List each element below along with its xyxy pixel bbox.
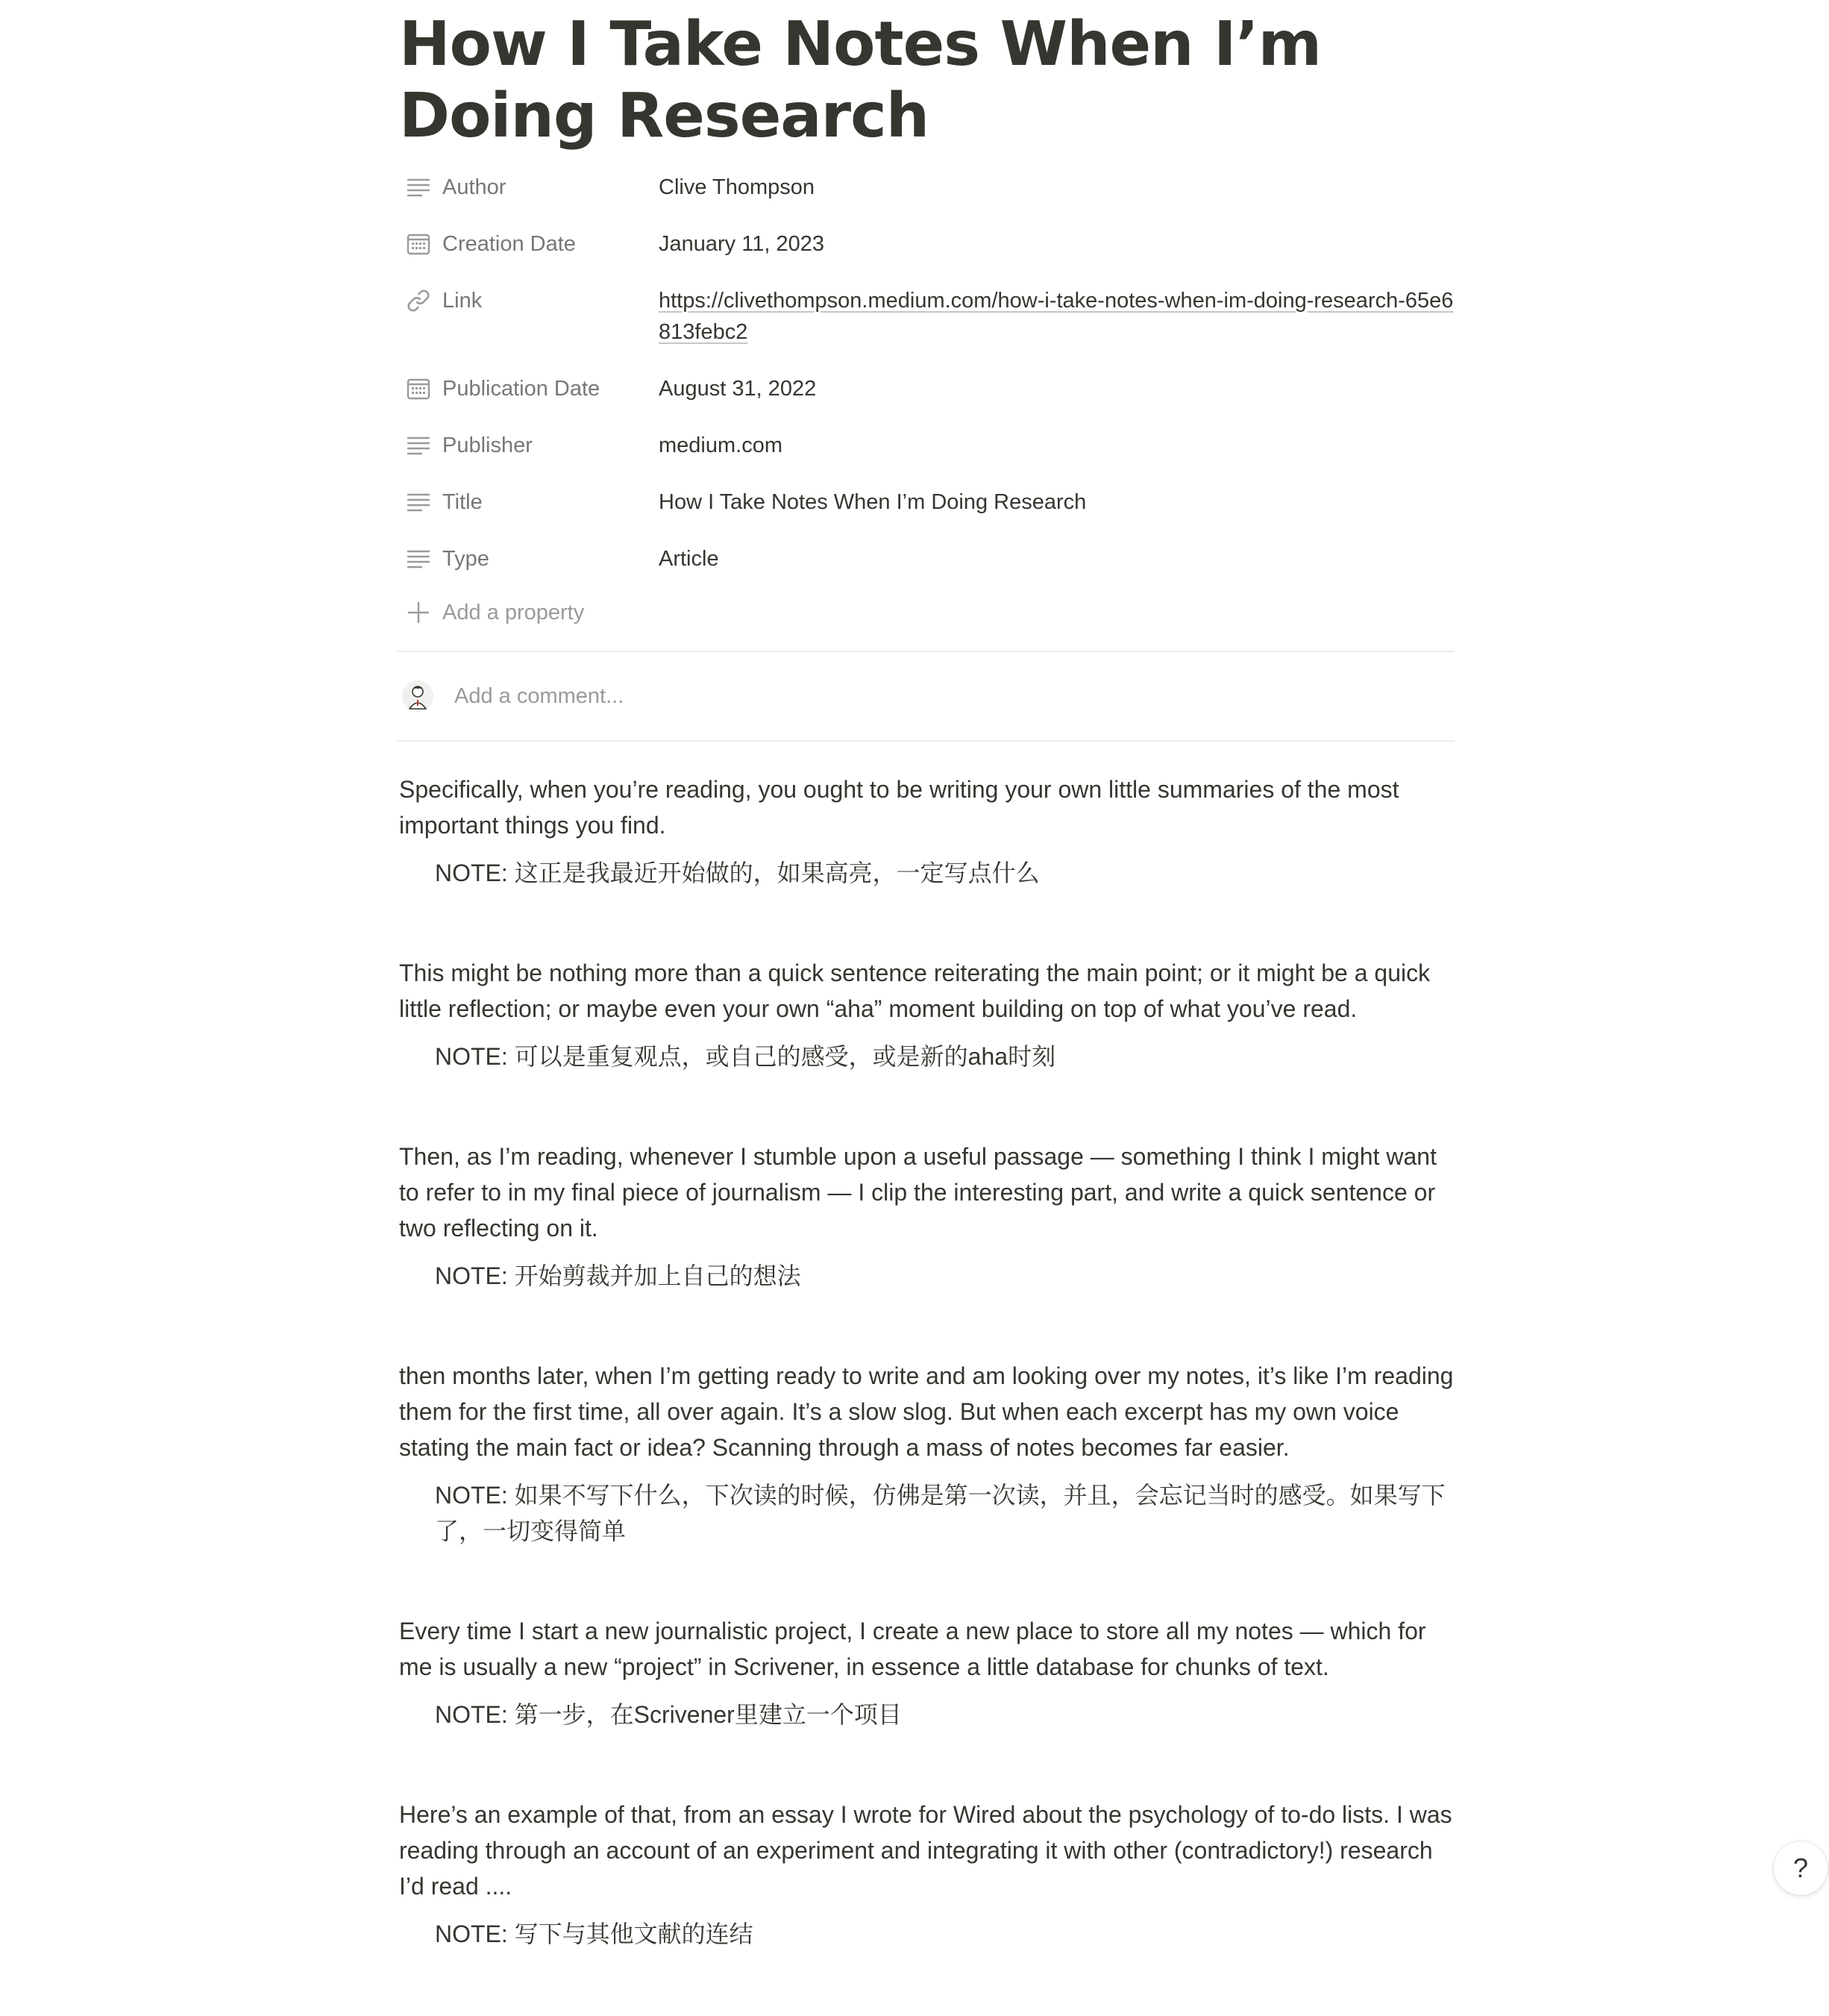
property-label: Type: [442, 547, 489, 571]
page-title[interactable]: How I Take Notes When I’m Doing Research: [399, 9, 1322, 151]
paragraph[interactable]: Every time I start a new journalistic project, I create a new place to store all my notes — which for me is usually a new “project” in Scrivener, in essence a little database for chunks of text.: [399, 1618, 1426, 1680]
content-block: [399, 1797, 1455, 1952]
property-label: Publication Date: [442, 377, 600, 401]
add-property-label: Add a property: [442, 601, 585, 624]
paragraph[interactable]: Here’s an example of that, from an essay I wrote for Wired about the psychology of to-do lists. I was reading through an account of an experiment and integrating it with other (contradictory!) research I’d read ....: [399, 1801, 1452, 1900]
help-button[interactable]: [1774, 1841, 1828, 1895]
property-label-cell[interactable]: [399, 486, 659, 518]
text-lines-icon: [405, 489, 432, 516]
property-creation-date[interactable]: [399, 228, 1455, 260]
property-publisher[interactable]: [399, 430, 1455, 461]
property-label: Author: [442, 175, 506, 199]
avatar: [402, 680, 433, 712]
property-link[interactable]: [399, 285, 1455, 348]
property-value[interactable]: August 31, 2022: [659, 377, 817, 401]
divider: [396, 740, 1455, 742]
calendar-icon: [405, 231, 432, 257]
content-block: [399, 1358, 1455, 1549]
note-paragraph[interactable]: NOTE: 这正是我最近开始做的，如果高亮，一定写点什么: [435, 860, 1040, 886]
property-type[interactable]: [399, 543, 1455, 575]
help-label: ?: [1792, 1853, 1809, 1883]
paragraph[interactable]: This might be nothing more than a quick sentence reiterating the main point; or it might be a quick little reflection; or maybe even your own “aha” moment building on top of what you’ve read.: [399, 960, 1431, 1022]
property-title[interactable]: [399, 486, 1455, 518]
comment-input[interactable]: [454, 684, 1051, 709]
property-label-cell[interactable]: [399, 543, 659, 575]
page-container: [399, 0, 1455, 2016]
paragraph[interactable]: then months later, when I’m getting ready to write and am looking over my notes, it’s like I’m reading them for the first time, all over again. It’s a slow slog. But when each excerpt has my own voice stating the main fact or idea? Scanning through a mass of notes becomes far easier.: [399, 1362, 1454, 1461]
property-label: Publisher: [442, 433, 533, 457]
link-icon: [405, 287, 432, 314]
property-link-value[interactable]: https://clivethompson.medium.com/how-i-take-notes-when-im-doing-research-65e6813febc2: [659, 289, 1454, 344]
content-block: [399, 1613, 1455, 1732]
paragraph[interactable]: Specifically, when you’re reading, you ought to be writing your own little summaries of the most important things you find.: [399, 776, 1399, 839]
note-paragraph[interactable]: NOTE: 可以是重复观点，或自己的感受，或是新的aha时刻: [435, 1043, 1056, 1070]
property-label-cell[interactable]: [399, 430, 659, 461]
note-paragraph[interactable]: NOTE: 写下与其他文献的连结: [435, 1920, 753, 1947]
text-lines-icon: [405, 545, 432, 572]
property-label-cell[interactable]: [399, 228, 659, 260]
property-label-cell[interactable]: [399, 172, 659, 203]
property-label-cell[interactable]: [399, 373, 659, 404]
calendar-icon: [405, 375, 432, 402]
text-lines-icon: [405, 432, 432, 459]
content-block: [399, 1139, 1455, 1294]
page-content: [399, 771, 1455, 1952]
comment-bar: [399, 652, 1455, 740]
property-label: Link: [442, 289, 483, 313]
property-author[interactable]: [399, 172, 1455, 203]
note-paragraph[interactable]: NOTE: 如果不写下什么，下次读的时候，仿佛是第一次读，并且，会忘记当时的感受。如果写下了，一切变得简单: [435, 1482, 1446, 1544]
content-block: [399, 771, 1455, 891]
add-property-button[interactable]: [399, 597, 1455, 628]
properties-list: [399, 172, 1455, 628]
property-value[interactable]: January 11, 2023: [659, 232, 824, 256]
text-lines-icon: [405, 174, 432, 201]
property-label-cell[interactable]: [399, 285, 659, 316]
property-label: Creation Date: [442, 232, 576, 256]
property-value[interactable]: Article: [659, 547, 719, 571]
property-value[interactable]: Clive Thompson: [659, 175, 815, 199]
property-publication-date[interactable]: [399, 373, 1455, 404]
property-label: Title: [442, 490, 483, 514]
plus-icon: [405, 599, 432, 626]
content-block: [399, 955, 1455, 1074]
property-value[interactable]: medium.com: [659, 433, 782, 457]
note-paragraph[interactable]: NOTE: 第一步，在Scrivener里建立一个项目: [435, 1701, 902, 1728]
property-value[interactable]: How I Take Notes When I’m Doing Research: [659, 490, 1087, 514]
paragraph[interactable]: Then, as I’m reading, whenever I stumble upon a useful passage — something I think I might want to refer to in my final piece of journalism — I clip the interesting part, and write a quick sentence or two reflecting on it.: [399, 1143, 1437, 1242]
note-paragraph[interactable]: NOTE: 开始剪裁并加上自己的想法: [435, 1262, 801, 1289]
